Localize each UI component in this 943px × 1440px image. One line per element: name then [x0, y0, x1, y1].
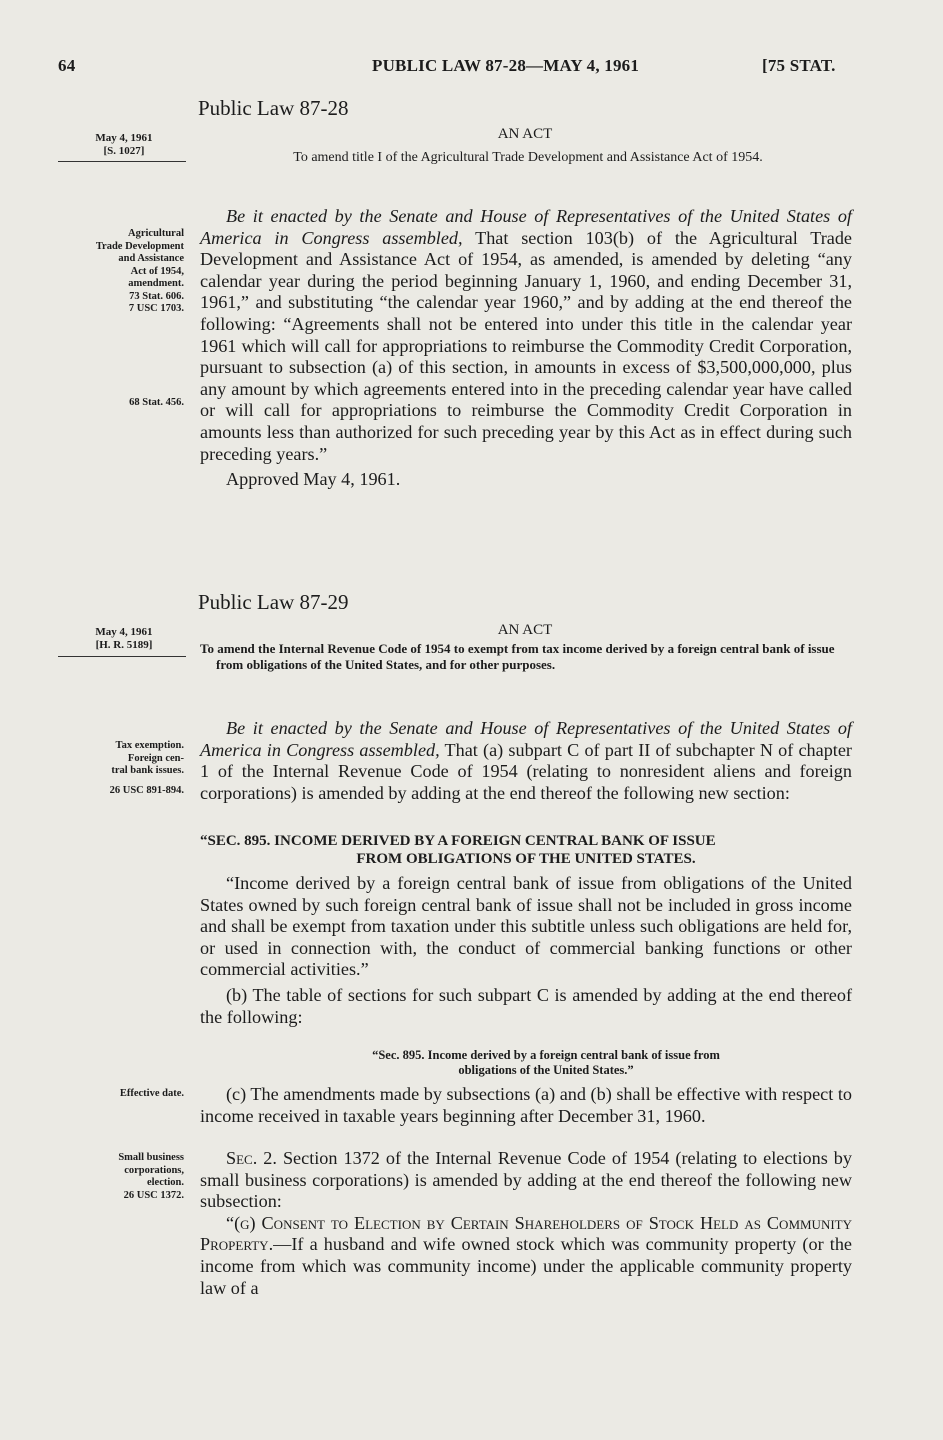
law2-margin-rule	[58, 656, 186, 657]
margin-note-line: Tax exemption.	[115, 740, 184, 751]
para-b: (b) The table of sections for such subpart C is amended by adding at the end thereof the following:	[200, 984, 852, 1027]
margin-note-line: Act of 1954,	[130, 265, 184, 277]
law1-purpose: To amend title I of the Agricultural Trade Development and Assistance Act of 1954.	[293, 150, 763, 165]
law2-act-label: AN ACT	[497, 622, 553, 638]
law1-approved: Approved May 4, 1961.	[226, 469, 401, 490]
margin-small-business	[56, 1152, 184, 1202]
page-number: 64	[58, 56, 76, 75]
para-c	[200, 1084, 852, 1127]
margin-effective-date: Effective date.	[119, 1088, 184, 1099]
margin-note-line: 26 USC 891-894.	[109, 784, 184, 796]
margin-note-line: Trade Development	[95, 240, 184, 252]
sec-895-paragraph: “Income derived by a foreign central bank of issue from obligations of the United States owned by such foreign central bank of issue shall not be included in gross income and shall be exempt from taxation under this subtitle unless such obligations are held for, or used in connection with, the conduct of commercial banking functions or other commercial activities.”	[200, 873, 852, 980]
law1-margin-date	[62, 132, 186, 158]
margin-note-line: Foreign cen-	[127, 752, 184, 764]
margin-note-line: tral bank issues.	[111, 765, 184, 776]
law1-margin-note	[56, 228, 184, 316]
para-c-text: (c) The amendments made by subsections (a) and (b) shall be effective with respect to income received in taxable years beginning after December 31, 1960.	[200, 1084, 852, 1126]
law2-margin-note	[56, 740, 184, 797]
sec-2-text: Section 1372 of the Internal Revenue Code of 1954 (relating to elections by small business corporations) is amended by adding at the end thereof the following new subsection:	[200, 1148, 852, 1212]
law1-body	[200, 206, 852, 491]
law2-enacting-clause: Be it enacted by the Senate and House of Representatives of the United States of America in Congress assembled,	[200, 718, 852, 760]
margin-note-line: 26 USC 1372.	[123, 1189, 184, 1201]
margin-note-line: 73 Stat. 606.	[129, 290, 184, 302]
sec-895-title	[200, 832, 852, 868]
law2-body	[200, 718, 852, 804]
margin-note-line: Agricultural	[128, 228, 184, 239]
sec-2-label: Sec. 2.	[226, 1148, 277, 1168]
law2-text: That (a) subpart C of part II of subchapter N of chapter 1 of the Internal Revenue Code of 1954 (relating to nonresident aliens and foreign corporations) is amended by adding at the end thereof the following new section:	[200, 739, 852, 803]
law1-margin-note-2: 68 Stat. 456.	[129, 397, 184, 408]
law2-title: Public Law 87-29	[198, 590, 349, 614]
table-line: obligations of the United States.”	[458, 1063, 634, 1077]
margin-note-line: amendment.	[128, 278, 184, 289]
law1-enacting-clause: Be it enacted by the Senate and House of Representatives of the United States of America in Congress assembled,	[200, 206, 852, 248]
margin-note-line: Small business	[118, 1152, 184, 1163]
law1-title: Public Law 87-28	[198, 96, 349, 120]
law1-bill: [S. 1027]	[103, 145, 145, 157]
law2-date: May 4, 1961	[95, 626, 153, 638]
sec-895-title-line-1: “SEC. 895. INCOME DERIVED BY A FOREIGN CENTRAL BANK OF ISSUE	[200, 833, 716, 849]
margin-note-line: corporations,	[124, 1164, 184, 1176]
table-line: “Sec. 895. Income derived by a foreign central bank of issue from	[372, 1048, 720, 1062]
sub-g-heading: “(g) Consent to Election by Certain Shareholders of Stock Held as Community Property.	[200, 1212, 852, 1255]
volume-reference: [75 STAT.	[762, 56, 836, 75]
law2-purpose: To amend the Internal Revenue Code of 1954 to exempt from tax income derived by a foreign central bank of issue from obligations of the United States, and for other purposes.	[200, 641, 835, 672]
margin-note-line: 7 USC 1703.	[128, 303, 184, 314]
running-title: PUBLIC LAW 87-28—MAY 4, 1961	[372, 56, 640, 75]
sec-2	[200, 1148, 852, 1299]
law1-margin-rule	[58, 161, 186, 162]
table-of-sections-entry	[240, 1048, 852, 1078]
sec-895-title-line-2: FROM OBLIGATIONS OF THE UNITED STATES.	[356, 851, 696, 867]
sub-g-text: —If a husband and wife owned stock which was community property (or the income from which was community income) under the applicable community property law of a	[200, 1234, 852, 1298]
law1-date: May 4, 1961	[95, 132, 153, 144]
law2-margin-date	[62, 626, 186, 652]
law1-act-label: AN ACT	[497, 126, 553, 142]
margin-note-line: election.	[146, 1177, 184, 1188]
law2-bill: [H. R. 5189]	[95, 639, 153, 651]
margin-note-line: and Assistance	[118, 253, 184, 264]
sec-895-text	[200, 873, 852, 1028]
law1-text: That section 103(b) of the Agricultural Trade Development and Assistance Act of 1954, as amended, is amended by deleting “any calendar year during the period beginning January 1, 1960, and ending December 31, 1961,” and substituting “the calendar year 1960,” and by adding at the end thereof the following: “Agreements shall not be entered into under this title in the calendar year 1961 which will call for appropriations to reimburse the Commodity Credit Corporation, pursuant to subsection (a) of this section, in amounts in excess of $3,500,000,000, plus any amount by which agreements entered into in the preceding calendar year have called or will call for appropriations to reimburse the Commodity Credit Corporation in amounts less than authorized for such preceding year by this Act as in effect during such preceding years.”	[200, 227, 853, 464]
